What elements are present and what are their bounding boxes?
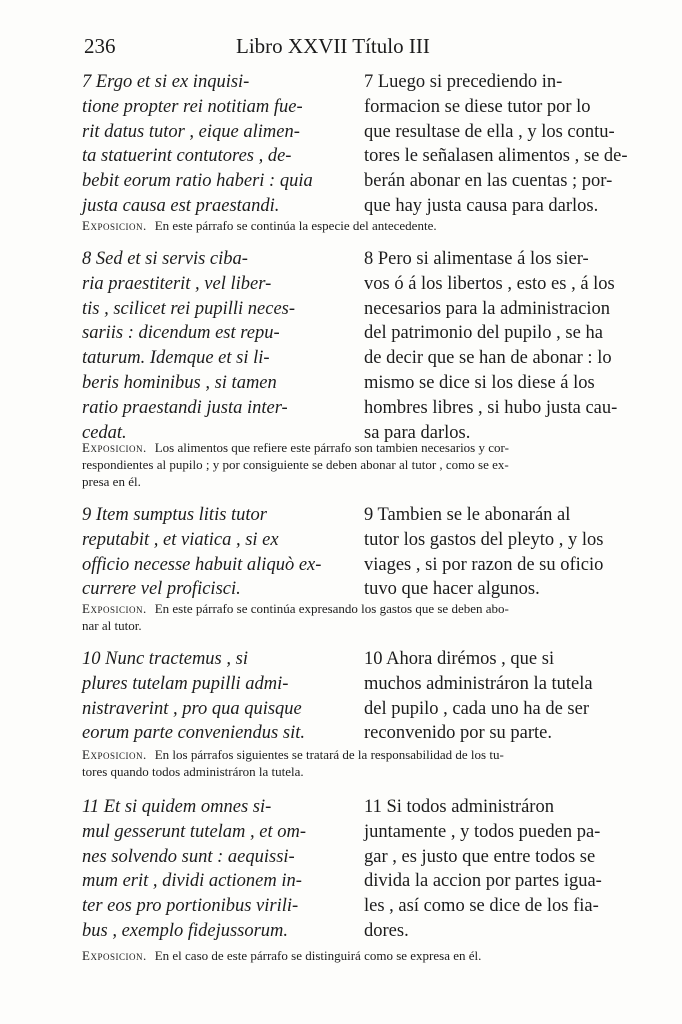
- text-line: que resultase de ella , y los contu-: [364, 121, 615, 142]
- spanish-text: [364, 795, 622, 944]
- exposicion-line: [82, 218, 622, 235]
- latin-text: [82, 503, 344, 602]
- text-line: 10 Ahora dirémos , que si: [364, 649, 555, 669]
- text-line: del patrimonio del pupilo , se ha: [364, 323, 603, 344]
- text-line: sa para darlos.: [364, 422, 471, 443]
- exposicion-line: [82, 948, 622, 965]
- text-line: 8 Pero si alimentase á los sier-: [364, 249, 589, 269]
- latin-text: [82, 795, 344, 944]
- text-line: ter eos pro portionibus virili-: [82, 896, 299, 917]
- text-line: bus , exemplo fidejussorum.: [82, 920, 289, 941]
- text-line: currere vel proficisci.: [82, 579, 241, 600]
- text-line: del pupilo , cada uno ha de ser: [364, 698, 590, 719]
- text-line: taturum. Idemque et si li-: [82, 348, 270, 369]
- text-line: vos ó á los libertos , esto es , á los: [364, 273, 615, 294]
- exposicion-11: [82, 948, 622, 965]
- text-line: 9 Item sumptus litis tutor: [82, 505, 268, 525]
- text-line: de decir que se han de abonar : lo: [364, 348, 612, 369]
- text-line: sariis : dicendum est repu-: [82, 323, 280, 344]
- text-line: que hay justa causa para darlos.: [364, 195, 599, 216]
- text-line: necesarios para la administracion: [364, 298, 611, 319]
- exposicion-text: En este párrafo se continúa expresando los gastos que se deben abo-: [154, 601, 509, 616]
- exposicion-10: [82, 747, 622, 781]
- text-line: viages , si por razon de su oficio: [364, 554, 604, 575]
- latin-text: [82, 70, 344, 219]
- text-line: justa causa est praestandi.: [82, 195, 280, 216]
- text-line: tores le señalasen alimentos , se de-: [364, 146, 628, 167]
- text-line: juntamente , y todos pueden pa-: [364, 821, 601, 842]
- text-line: rit datus tutor , eique alimen-: [82, 121, 300, 142]
- text-line: dores.: [364, 920, 409, 941]
- exposicion-line: nar al tutor.: [82, 617, 142, 633]
- exposicion-line: [82, 601, 622, 618]
- text-line: 10 Nunc tractemus , si: [82, 649, 248, 669]
- text-line: divida la accion por partes igua-: [364, 871, 602, 892]
- text-line: mismo se dice si los diese á los: [364, 372, 595, 393]
- text-line: nistraverint , pro qua quisque: [82, 698, 302, 719]
- exposicion-label: Exposicion.: [82, 948, 147, 963]
- text-line: 9 Tambien se le abonarán al: [364, 505, 571, 525]
- text-line: beris hominibus , si tamen: [82, 372, 277, 393]
- page-number: 236: [84, 34, 116, 58]
- text-line: 8 Sed et si servis ciba-: [82, 249, 248, 269]
- exposicion-9: [82, 601, 622, 635]
- text-line: hombres libres , si hubo justa cau-: [364, 397, 618, 418]
- text-line: bebit eorum ratio haberi : quia: [82, 171, 313, 192]
- text-line: tutor los gastos del pleyto , y los: [364, 529, 604, 550]
- text-line: 7 Luego si precediendo in-: [364, 72, 563, 92]
- text-line: tione propter rei notitiam fue-: [82, 96, 303, 117]
- spanish-text: [364, 503, 622, 602]
- text-line: 11 Et si quidem omnes si-: [82, 797, 272, 817]
- exposicion-line: tores quando todos administráron la tutela.: [82, 763, 304, 779]
- text-line: nes solvendo sunt : aequissi-: [82, 846, 295, 867]
- text-line: reconvenido por su parte.: [364, 723, 553, 744]
- exposicion-label: Exposicion.: [82, 747, 147, 762]
- exposicion-text: Los alimentos que refiere este párrafo son tambien necesarios y cor-: [154, 440, 509, 455]
- text-line: les , así como se dice de los fia-: [364, 896, 599, 917]
- text-line: formacion se diese tutor por lo: [364, 96, 591, 117]
- exposicion-label: Exposicion.: [82, 440, 147, 455]
- latin-text: [82, 647, 344, 746]
- exposicion-line: presa en él.: [82, 473, 141, 489]
- page-header: [0, 34, 682, 64]
- text-line: mul gesserunt tutelam , et om-: [82, 821, 307, 842]
- running-head: Libro XXVII Título III: [236, 34, 430, 58]
- text-line: muchos administráron la tutela: [364, 673, 593, 694]
- exposicion-text: En este párrafo se continúa la especie del antecedente.: [154, 218, 437, 233]
- text-line: ratio praestandi justa inter-: [82, 397, 288, 418]
- exposicion-label: Exposicion.: [82, 601, 147, 616]
- exposicion-8: [82, 440, 622, 490]
- text-line: 7 Ergo et si ex inquisi-: [82, 72, 250, 92]
- text-line: officio necesse habuit aliquò ex-: [82, 554, 322, 575]
- text-line: ria praestiterit , vel liber-: [82, 273, 272, 294]
- text-line: 11 Si todos administráron: [364, 797, 554, 817]
- text-line: mum erit , dividi actionem in-: [82, 871, 302, 892]
- text-line: reputabit , et viatica , si ex: [82, 529, 279, 550]
- exposicion-label: Exposicion.: [82, 218, 147, 233]
- latin-text: [82, 247, 344, 445]
- text-line: plures tutelam pupilli admi-: [82, 673, 289, 694]
- text-line: tis , scilicet rei pupilli neces-: [82, 298, 296, 319]
- exposicion-7: [82, 218, 622, 235]
- text-line: eorum parte conveniendus sit.: [82, 723, 305, 744]
- spanish-text: [364, 70, 628, 219]
- spanish-text: [364, 247, 622, 445]
- text-line: cedat.: [82, 422, 127, 443]
- text-line: tuvo que hacer algunos.: [364, 579, 540, 600]
- text-line: ta statuerint contutores , de-: [82, 146, 292, 167]
- exposicion-text: En los párrafos siguientes se tratará de la responsabilidad de los tu-: [154, 747, 504, 762]
- text-line: gar , es justo que entre todos se: [364, 846, 596, 867]
- text-line: berán abonar en las cuentas ; por-: [364, 171, 613, 192]
- exposicion-line: respondientes al pupilo ; y por consiguiente se deben abonar al tutor , como se ex-: [82, 456, 509, 472]
- exposicion-text: En el caso de este párrafo se distinguirá como se expresa en él.: [154, 948, 482, 963]
- exposicion-line: [82, 440, 622, 457]
- exposicion-line: [82, 747, 622, 764]
- spanish-text: [364, 647, 622, 746]
